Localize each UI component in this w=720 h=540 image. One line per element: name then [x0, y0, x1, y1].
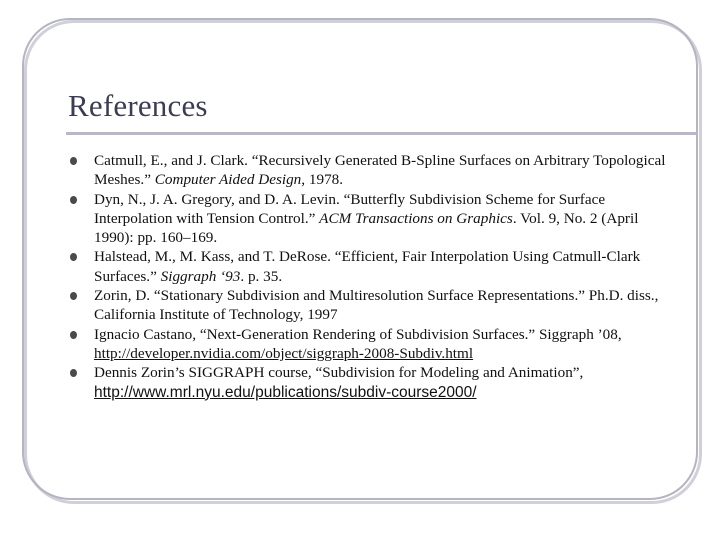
mrl-course-link[interactable]: http://www.mrl.nyu.edu/publications/subdiv-course2000/	[94, 383, 477, 401]
bullet-icon	[70, 196, 77, 204]
bullet-icon	[70, 157, 77, 165]
slide-title: References	[68, 88, 208, 123]
nvidia-reference-link[interactable]: http://developer.nvidia.com/object/siggraph-2008-Subdiv.html	[94, 344, 474, 362]
bullet-icon	[70, 331, 77, 339]
bullet-icon	[70, 253, 77, 261]
reference-item: Zorin, D. “Stationary Subdivision and Multiresolution Surface Representations.” Ph.D. diss., California Institute of Technology, 1997	[66, 286, 666, 325]
reference-item: Halstead, M., M. Kass, and T. DeRose. “Efficient, Fair Interpolation Using Catmull-Clark Surfaces.” Siggraph ‘93. p. 35.	[66, 247, 666, 286]
reference-item: Dyn, N., J. A. Gregory, and D. A. Levin. “Butterfly Subdivision Scheme for Surface Interpolation with Tension Control.” ACM Transactions on Graphics. Vol. 9, No. 2 (April 1990): pp. 160–169.	[66, 190, 666, 248]
reference-item: Dennis Zorin’s SIGGRAPH course, “Subdivision for Modeling and Animation”, http://www.mrl.nyu.edu/publications/subdiv-course2000/	[66, 363, 666, 402]
reference-list	[66, 151, 666, 402]
bullet-icon	[70, 369, 77, 377]
bullet-icon	[70, 292, 77, 300]
reference-item: Catmull, E., and J. Clark. “Recursively Generated B-Spline Surfaces on Arbitrary Topological Meshes.” Computer Aided Design, 1978.	[66, 151, 666, 190]
reference-item: Ignacio Castano, “Next-Generation Rendering of Subdivision Surfaces.” Siggraph ’08, http://developer.nvidia.com/object/siggraph-2008-Subdiv.html	[66, 325, 666, 364]
title-divider	[66, 132, 696, 135]
